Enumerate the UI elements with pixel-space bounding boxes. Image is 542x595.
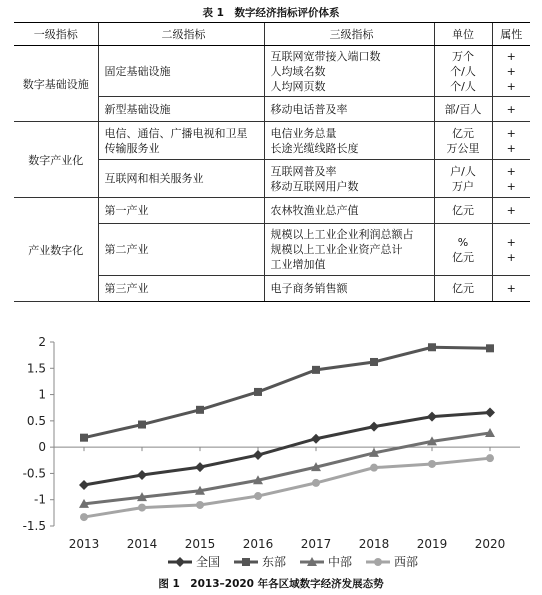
unit-cell: 万个 个/人 个/人	[434, 46, 492, 97]
data-point-全国	[137, 470, 147, 480]
level3-cell: 互联网普及率 移动互联网用户数	[264, 160, 434, 198]
data-point-全国	[369, 422, 379, 432]
data-point-西部	[428, 460, 436, 468]
y-tick-label: 2	[38, 335, 46, 349]
unit-cell: % 亿元	[434, 224, 492, 276]
header-level1: 一级指标	[14, 23, 98, 46]
data-point-全国	[253, 450, 263, 460]
table-header-row	[14, 23, 530, 46]
legend-marker	[175, 557, 185, 567]
legend-label: 中部	[328, 555, 353, 569]
unit-cell: 户/人 万户	[434, 160, 492, 198]
level2-cell: 第二产业	[98, 224, 264, 276]
y-tick-label: 1	[38, 387, 46, 402]
level3-cell: 互联网宽带接入端口数 人均域名数 人均网页数	[264, 46, 434, 97]
x-tick-label: 2013	[68, 537, 100, 551]
x-tick-label: 2017	[300, 537, 332, 551]
data-point-东部	[428, 343, 436, 351]
data-point-全国	[195, 462, 205, 472]
x-tick-label: 2015	[184, 537, 216, 551]
y-tick-label: 0	[38, 440, 46, 455]
level3-cell: 农林牧渔业总产值	[264, 198, 434, 224]
level2-cell: 第一产业	[98, 198, 264, 224]
x-tick-label: 2019	[416, 537, 448, 551]
chart-canvas	[0, 322, 542, 572]
attribute-cell: + +	[492, 224, 530, 276]
data-point-西部	[370, 464, 378, 472]
header-attribute: 属性	[492, 23, 530, 46]
data-point-西部	[486, 454, 494, 462]
header-level2: 二级指标	[98, 23, 264, 46]
level2-cell: 新型基础设施	[98, 97, 264, 122]
y-tick-label: 0.5	[26, 413, 46, 428]
table-caption: 表 1 数字经济指标评价体系	[202, 7, 340, 19]
data-point-全国	[79, 480, 89, 490]
legend-label: 东部	[262, 555, 287, 569]
unit-cell: 亿元 万公里	[434, 122, 492, 160]
attribute-cell: +	[492, 276, 530, 302]
attribute-cell: + +	[492, 160, 530, 198]
table-row	[14, 46, 530, 97]
legend-label: 西部	[394, 555, 419, 569]
level1-cell: 数字基础设施	[14, 46, 98, 122]
legend-marker	[374, 558, 382, 566]
table-row	[14, 198, 530, 224]
data-point-西部	[80, 513, 88, 521]
figure-caption: 图 1 2013–2020 年各区域数字经济发展态势	[158, 578, 384, 590]
data-point-东部	[196, 406, 204, 414]
attribute-cell: + +	[492, 122, 530, 160]
level1-cell: 数字产业化	[14, 122, 98, 198]
level3-cell: 电信业务总量 长途光缆线路长度	[264, 122, 434, 160]
data-point-西部	[254, 492, 262, 500]
data-point-东部	[254, 388, 262, 396]
unit-cell: 亿元	[434, 276, 492, 302]
y-tick-label: -1	[34, 492, 46, 507]
level1-cell: 产业数字化	[14, 198, 98, 302]
level3-cell: 移动电话普及率	[264, 97, 434, 122]
data-point-西部	[196, 501, 204, 509]
legend-marker	[242, 558, 250, 566]
data-point-西部	[138, 504, 146, 512]
level2-cell: 固定基础设施	[98, 46, 264, 97]
x-tick-label: 2018	[358, 537, 390, 551]
level2-cell: 互联网和相关服务业	[98, 160, 264, 198]
table-row	[14, 122, 530, 160]
x-tick-label: 2016	[242, 537, 274, 551]
y-tick-label: -1.5	[22, 519, 46, 533]
attribute-cell: + + +	[492, 46, 530, 97]
data-point-东部	[80, 434, 88, 442]
level2-cell: 电信、通信、广播电视和卫星 传输服务业	[98, 122, 264, 160]
line-chart	[0, 322, 542, 572]
header-unit: 单位	[434, 23, 492, 46]
unit-cell: 亿元	[434, 198, 492, 224]
attribute-cell: +	[492, 198, 530, 224]
attribute-cell: +	[492, 97, 530, 122]
data-point-西部	[312, 479, 320, 487]
y-tick-label: 1.5	[26, 361, 46, 376]
data-point-东部	[138, 421, 146, 429]
data-point-东部	[486, 344, 494, 352]
data-point-东部	[370, 358, 378, 366]
unit-cell: 部/百人	[434, 97, 492, 122]
x-tick-label: 2014	[126, 537, 158, 551]
y-tick-label: -0.5	[22, 466, 46, 481]
data-point-全国	[311, 434, 321, 444]
data-point-全国	[485, 407, 495, 417]
indicator-table	[14, 22, 530, 302]
level3-cell: 电子商务销售额	[264, 276, 434, 302]
x-tick-label: 2020	[474, 537, 506, 551]
legend-label: 全国	[196, 555, 221, 569]
level3-cell: 规模以上工业企业利润总额占 规模以上工业企业资产总计 工业增加值	[264, 224, 434, 276]
level2-cell: 第三产业	[98, 276, 264, 302]
data-point-东部	[312, 366, 320, 374]
header-level3: 三级指标	[264, 23, 434, 46]
data-point-全国	[427, 412, 437, 422]
